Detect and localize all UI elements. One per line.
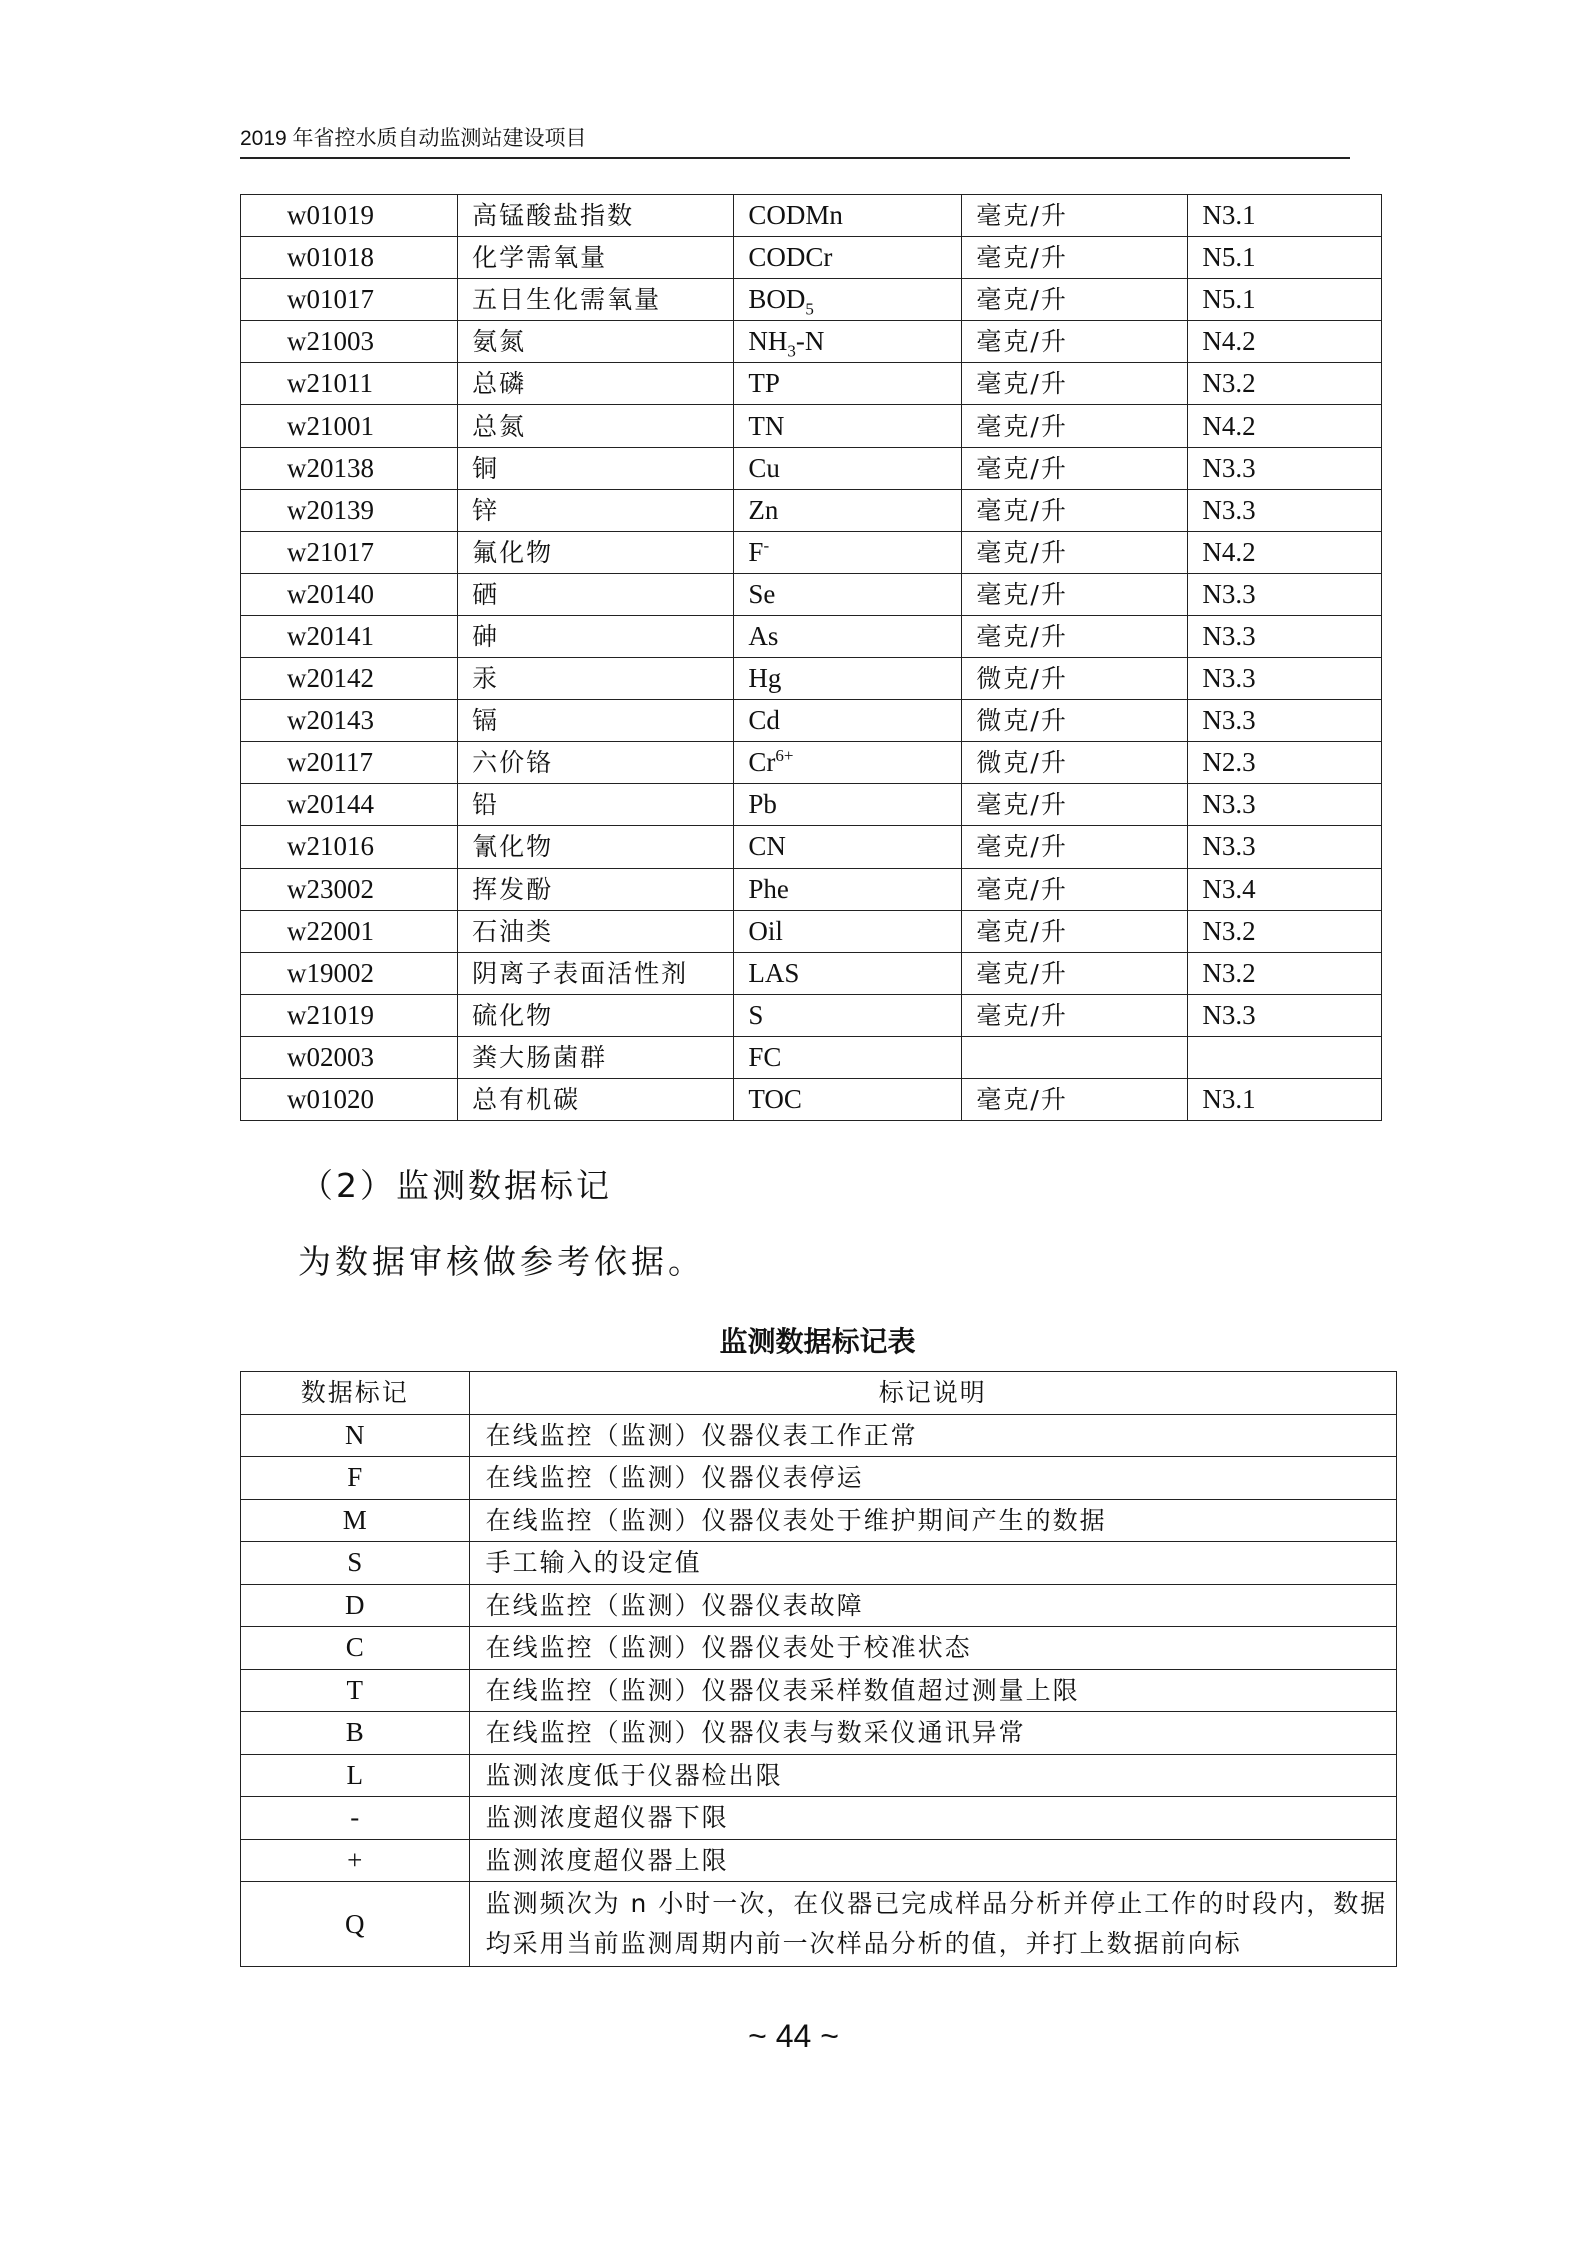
data-marks-table [240, 1371, 1397, 1967]
table-row [241, 1882, 1397, 1967]
symbol-base: TP [748, 368, 780, 399]
mark-cell: B [241, 1712, 470, 1755]
unit-cell: 毫克/升 [962, 952, 1188, 994]
mark-description-cell: 在线监控（监测）仪器仪表与数采仪通讯异常 [469, 1712, 1396, 1755]
symbol-base: FC [748, 1041, 782, 1072]
code-cell: w22001 [241, 910, 458, 952]
format-cell: N3.3 [1188, 784, 1382, 826]
symbol-cell [734, 1036, 962, 1078]
name-cell: 石油类 [458, 910, 734, 952]
mark-cell: M [241, 1499, 470, 1542]
table-row [241, 321, 1382, 363]
mark-description-cell: 监测频次为 n 小时一次，在仪器已完成样品分析并停止工作的时段内，数据均采用当前监测周期内前一次样品分析的值，并打上数据前向标 [469, 1882, 1396, 1967]
symbol-cell [734, 195, 962, 237]
name-cell: 粪大肠菌群 [458, 1036, 734, 1078]
unit-cell: 毫克/升 [962, 994, 1188, 1036]
format-cell: N3.2 [1188, 363, 1382, 405]
symbol-cell [734, 363, 962, 405]
symbol-base: LAS [748, 957, 800, 988]
symbol-cell [734, 742, 962, 784]
pollutant-codes-table [240, 194, 1382, 1121]
table-row [241, 910, 1382, 952]
mark-description-cell: 监测浓度超仪器上限 [469, 1839, 1396, 1882]
code-cell: w01019 [241, 195, 458, 237]
symbol-cell [734, 952, 962, 994]
code-cell: w20117 [241, 742, 458, 784]
symbol-base: S [748, 999, 764, 1030]
name-cell: 氰化物 [458, 826, 734, 868]
table-row [241, 784, 1382, 826]
table-row [241, 1754, 1397, 1797]
mark-description-cell: 在线监控（监测）仪器仪表采样数值超过测量上限 [469, 1669, 1396, 1712]
unit-cell: 毫克/升 [962, 826, 1188, 868]
symbol-cell [734, 405, 962, 447]
name-cell: 总氮 [458, 405, 734, 447]
name-cell: 总磷 [458, 363, 734, 405]
code-cell: w02003 [241, 1036, 458, 1078]
format-cell: N4.2 [1188, 321, 1382, 363]
symbol-script: 3 [787, 341, 796, 361]
mark-description-cell: 监测浓度低于仪器检出限 [469, 1754, 1396, 1797]
symbol-cell [734, 994, 962, 1036]
format-cell: N3.3 [1188, 826, 1382, 868]
format-cell: N3.3 [1188, 489, 1382, 531]
mark-description-cell: 在线监控（监测）仪器仪表故障 [469, 1584, 1396, 1627]
code-cell: w20142 [241, 658, 458, 700]
code-cell: w21011 [241, 363, 458, 405]
symbol-base: BOD [748, 284, 806, 315]
symbol-script: - [763, 535, 770, 555]
symbol-base: TOC [748, 1084, 802, 1115]
mark-description-cell: 手工输入的设定值 [469, 1542, 1396, 1585]
unit-cell: 毫克/升 [962, 489, 1188, 531]
symbol-cell [734, 279, 962, 321]
code-cell: w20140 [241, 573, 458, 615]
unit-cell: 毫克/升 [962, 615, 1188, 657]
section-paragraph: 为数据审核做参考依据。 [298, 1242, 705, 1281]
table-row [241, 658, 1382, 700]
symbol-cell [734, 700, 962, 742]
format-cell: N4.2 [1188, 531, 1382, 573]
code-cell: w01017 [241, 279, 458, 321]
page-header-title: 2019 年省控水质自动监测站建设项目 [240, 127, 587, 150]
marks-header-desc: 标记说明 [469, 1372, 1396, 1415]
symbol-base: F [748, 536, 764, 567]
format-cell: N5.1 [1188, 279, 1382, 321]
code-cell: w20139 [241, 489, 458, 531]
name-cell: 氨氮 [458, 321, 734, 363]
table-row [241, 1414, 1397, 1457]
marks-table-caption: 监测数据标记表 [719, 1325, 916, 1358]
unit-cell [962, 1036, 1188, 1078]
unit-cell: 毫克/升 [962, 195, 1188, 237]
format-cell: N3.1 [1188, 1078, 1382, 1120]
format-cell: N4.2 [1188, 405, 1382, 447]
symbol-cell [734, 531, 962, 573]
table-row [241, 952, 1382, 994]
symbol-base: As [748, 620, 779, 651]
marks-header-mark: 数据标记 [241, 1372, 470, 1415]
unit-cell: 毫克/升 [962, 531, 1188, 573]
table-row [241, 1036, 1382, 1078]
table-row [241, 237, 1382, 279]
name-cell: 铅 [458, 784, 734, 826]
mark-description-cell: 在线监控（监测）仪器仪表处于维护期间产生的数据 [469, 1499, 1396, 1542]
table-row [241, 489, 1382, 531]
symbol-cell [734, 658, 962, 700]
symbol-cell [734, 784, 962, 826]
table-row [241, 1797, 1397, 1840]
mark-cell: Q [241, 1882, 470, 1967]
code-cell: w20138 [241, 447, 458, 489]
unit-cell: 毫克/升 [962, 1078, 1188, 1120]
symbol-base: CN [748, 831, 786, 862]
symbol-script: 6+ [775, 746, 794, 766]
code-cell: w21019 [241, 994, 458, 1036]
name-cell: 砷 [458, 615, 734, 657]
mark-cell: T [241, 1669, 470, 1712]
unit-cell: 微克/升 [962, 700, 1188, 742]
unit-cell: 毫克/升 [962, 573, 1188, 615]
symbol-base: Hg [748, 663, 782, 694]
table-row [241, 279, 1382, 321]
name-cell: 氟化物 [458, 531, 734, 573]
code-cell: w20144 [241, 784, 458, 826]
format-cell: N2.3 [1188, 742, 1382, 784]
table-row [241, 1457, 1397, 1500]
table-row [241, 573, 1382, 615]
code-cell: w20143 [241, 700, 458, 742]
symbol-base: NH [748, 326, 788, 357]
table-row [241, 447, 1382, 489]
symbol-tail: -N [795, 326, 825, 357]
name-cell: 汞 [458, 658, 734, 700]
unit-cell: 毫克/升 [962, 868, 1188, 910]
table-row [241, 1078, 1382, 1120]
format-cell: N3.2 [1188, 952, 1382, 994]
code-cell: w19002 [241, 952, 458, 994]
format-cell: N3.4 [1188, 868, 1382, 910]
symbol-base: TN [748, 410, 785, 441]
mark-cell: N [241, 1414, 470, 1457]
name-cell: 五日生化需氧量 [458, 279, 734, 321]
table-row [241, 1839, 1397, 1882]
table-row [241, 1712, 1397, 1755]
table-row [241, 1669, 1397, 1712]
symbol-cell [734, 868, 962, 910]
code-cell: w21016 [241, 826, 458, 868]
name-cell: 六价铬 [458, 742, 734, 784]
table-row [241, 826, 1382, 868]
table-row [241, 363, 1382, 405]
format-cell: N3.3 [1188, 573, 1382, 615]
mark-cell: - [241, 1797, 470, 1840]
format-cell: N3.1 [1188, 195, 1382, 237]
name-cell: 铜 [458, 447, 734, 489]
symbol-cell [734, 489, 962, 531]
mark-description-cell: 在线监控（监测）仪器仪表处于校准状态 [469, 1627, 1396, 1670]
code-cell: w21003 [241, 321, 458, 363]
mark-cell: + [241, 1839, 470, 1882]
unit-cell: 毫克/升 [962, 321, 1188, 363]
format-cell: N3.2 [1188, 910, 1382, 952]
symbol-cell [734, 321, 962, 363]
unit-cell: 毫克/升 [962, 910, 1188, 952]
mark-description-cell: 在线监控（监测）仪器仪表工作正常 [469, 1414, 1396, 1457]
symbol-base: Phe [748, 873, 789, 904]
symbol-cell [734, 910, 962, 952]
format-cell: N3.3 [1188, 994, 1382, 1036]
mark-cell: F [241, 1457, 470, 1500]
symbol-base: CODMn [748, 200, 843, 231]
symbol-cell [734, 826, 962, 868]
format-cell [1188, 1036, 1382, 1078]
table-row [241, 405, 1382, 447]
symbol-base: Zn [748, 494, 779, 525]
symbol-base: Se [748, 578, 776, 609]
unit-cell: 毫克/升 [962, 784, 1188, 826]
code-cell: w21001 [241, 405, 458, 447]
symbol-cell [734, 615, 962, 657]
format-cell: N3.3 [1188, 658, 1382, 700]
marks-table-header-row [241, 1372, 1397, 1415]
name-cell: 镉 [458, 700, 734, 742]
unit-cell: 毫克/升 [962, 237, 1188, 279]
name-cell: 化学需氧量 [458, 237, 734, 279]
header-rule [240, 157, 1350, 159]
mark-cell: C [241, 1627, 470, 1670]
table-row [241, 531, 1382, 573]
name-cell: 硫化物 [458, 994, 734, 1036]
unit-cell: 毫克/升 [962, 279, 1188, 321]
symbol-base: Pb [748, 789, 777, 820]
name-cell: 阴离子表面活性剂 [458, 952, 734, 994]
unit-cell: 微克/升 [962, 658, 1188, 700]
table-row [241, 195, 1382, 237]
code-cell: w20141 [241, 615, 458, 657]
symbol-base: Oil [748, 915, 783, 946]
table-row [241, 742, 1382, 784]
table-row [241, 868, 1382, 910]
symbol-cell [734, 237, 962, 279]
code-cell: w23002 [241, 868, 458, 910]
symbol-cell [734, 447, 962, 489]
code-cell: w21017 [241, 531, 458, 573]
name-cell: 高锰酸盐指数 [458, 195, 734, 237]
table-row [241, 700, 1382, 742]
format-cell: N3.3 [1188, 615, 1382, 657]
pollutant-codes-body [241, 195, 1382, 1121]
name-cell: 挥发酚 [458, 868, 734, 910]
table-row [241, 1499, 1397, 1542]
symbol-base: Cd [748, 705, 780, 736]
format-cell: N3.3 [1188, 447, 1382, 489]
name-cell: 锌 [458, 489, 734, 531]
section-heading: （2）监测数据标记 [300, 1166, 612, 1205]
table-row [241, 1627, 1397, 1670]
mark-description-cell: 监测浓度超仪器下限 [469, 1797, 1396, 1840]
code-cell: w01020 [241, 1078, 458, 1120]
data-marks-body [241, 1372, 1397, 1967]
mark-description-cell: 在线监控（监测）仪器仪表停运 [469, 1457, 1396, 1500]
name-cell: 总有机碳 [458, 1078, 734, 1120]
symbol-cell [734, 573, 962, 615]
unit-cell: 毫克/升 [962, 447, 1188, 489]
mark-cell: L [241, 1754, 470, 1797]
symbol-base: Cr [748, 747, 776, 778]
unit-cell: 毫克/升 [962, 363, 1188, 405]
table-row [241, 994, 1382, 1036]
page-number: ~ 44 ~ [748, 2018, 839, 2054]
symbol-base: Cu [748, 452, 780, 483]
name-cell: 硒 [458, 573, 734, 615]
format-cell: N5.1 [1188, 237, 1382, 279]
table-row [241, 1584, 1397, 1627]
symbol-cell [734, 1078, 962, 1120]
symbol-script: 5 [805, 299, 814, 319]
symbol-base: CODCr [748, 242, 833, 273]
mark-cell: D [241, 1584, 470, 1627]
format-cell: N3.3 [1188, 700, 1382, 742]
mark-cell: S [241, 1542, 470, 1585]
table-row [241, 615, 1382, 657]
unit-cell: 毫克/升 [962, 405, 1188, 447]
unit-cell: 微克/升 [962, 742, 1188, 784]
code-cell: w01018 [241, 237, 458, 279]
table-row [241, 1542, 1397, 1585]
